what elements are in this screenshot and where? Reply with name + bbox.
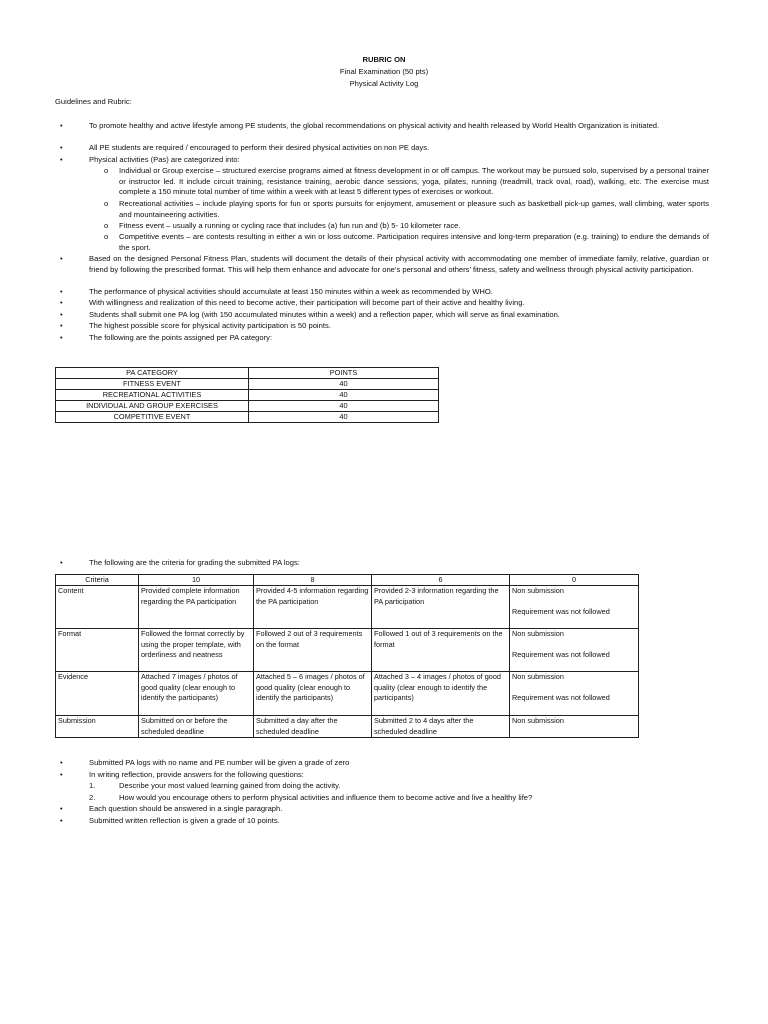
bullet-icon: • — [60, 558, 63, 567]
table-cell: Followed 2 out of 3 requirements on the format — [254, 629, 372, 672]
table-cell: Submitted 2 to 4 days after the scheduled deadline — [372, 716, 510, 738]
table-header-row — [56, 368, 439, 379]
question-text: Describe your most valued learning gained from doing the activity. — [119, 781, 341, 790]
sub-item-text: Recreational activities – include playing sports for fun or sports pursuits for enjoyment, amusement or pleasure such as basketball pick-up games, wall climbing, water sports and mountaineering activities. — [119, 199, 709, 219]
column-header: 6 — [372, 575, 510, 586]
table-cell: INDIVIDUAL AND GROUP EXERCISES — [56, 401, 249, 412]
table-cell: Attached 7 images / photos of good quality (clear enough to identify the participants) — [139, 672, 254, 716]
table-cell: Attached 5 – 6 images / photos of good quality (clear enough to identify the participants) — [254, 672, 372, 716]
sub-bullet-icon: o — [104, 199, 109, 208]
table-cell: 40 — [249, 412, 439, 423]
doc-subtitle-2: Physical Activity Log — [349, 79, 419, 88]
cell-line: Non submission — [512, 629, 564, 639]
bullet-icon: • — [60, 310, 63, 319]
bullet-icon: • — [60, 143, 63, 152]
table-cell: Content — [56, 586, 139, 629]
table-cell: Non submission — [510, 716, 639, 738]
column-header: 10 — [139, 575, 254, 586]
bullet-icon: • — [60, 770, 63, 779]
bullet-text: Submitted written reflection is given a grade of 10 points. — [89, 816, 280, 825]
table-cell: Provided 4-5 information regarding the PA participation — [254, 586, 372, 629]
criteria-table — [55, 574, 639, 738]
table-row — [56, 629, 639, 672]
bullet-text: All PE students are required / encouraged to perform their desired physical activities on non PE days. — [89, 143, 430, 152]
cell-line: Requirement was not followed — [512, 692, 610, 702]
bullet-text: Students shall submit one PA log (with 150 accumulated minutes within a week) and a reflection paper, which will serve as final examination. — [89, 310, 560, 319]
cell-line: Requirement was not followed — [512, 649, 610, 659]
table-cell: Submission — [56, 716, 139, 738]
question-text: How would you encourage others to perform physical activities and influence them to become active and live a healthy life? — [119, 793, 533, 802]
bullet-text: With willingness and realization of this need to become active, their participation will become part of their active and healthy living. — [89, 298, 525, 307]
table-row — [56, 672, 639, 716]
cell-line: Non submission — [512, 586, 564, 596]
table-row — [56, 586, 639, 629]
table-cell: Format — [56, 629, 139, 672]
table-cell — [510, 672, 639, 716]
bullet-icon: • — [60, 804, 63, 813]
column-header: 0 — [510, 575, 639, 586]
bullet-icon: • — [60, 333, 63, 342]
table-row — [56, 716, 639, 738]
table-cell: Evidence — [56, 672, 139, 716]
table-cell: Provided 2-3 information regarding the PA participation — [372, 586, 510, 629]
column-header: POINTS — [249, 368, 439, 379]
cell-line: Requirement was not followed — [512, 606, 610, 616]
table-cell: COMPETITIVE EVENT — [56, 412, 249, 423]
table-cell: Followed 1 out of 3 requirements on the format — [372, 629, 510, 672]
column-header: Criteria — [56, 575, 139, 586]
bullet-text: The following are the criteria for grading the submitted PA logs: — [89, 558, 300, 567]
bullet-icon: • — [60, 298, 63, 307]
table-row — [56, 379, 439, 390]
bullet-text: The performance of physical activities should accumulate at least 150 minutes within a week as recommended by WHO. — [89, 287, 493, 296]
pa-points-table — [55, 367, 439, 423]
cell-line: Non submission — [512, 672, 564, 682]
bullet-text: To promote healthy and active lifestyle among PE students, the global recommendations on physical activity and health released by World Health Organization is initiated. — [89, 121, 660, 130]
table-row — [56, 401, 439, 412]
bullet-icon: • — [60, 758, 63, 767]
table-cell: Attached 3 – 4 images / photos of good quality (clear enough to identify the participants) — [372, 672, 510, 716]
bullet-text: Physical activities (Pas) are categorized into: — [89, 155, 240, 164]
table-cell: 40 — [249, 390, 439, 401]
bullet-text: Submitted PA logs with no name and PE number will be given a grade of zero — [89, 758, 350, 767]
sub-item-text: Competitive events – are contests resulting in either a win or loss outcome. Participation requires intensive and long-term preparation (e.g. training) to endure the demands of the sport. — [119, 232, 709, 252]
doc-title: RUBRIC ON — [362, 55, 406, 64]
bullet-icon: • — [60, 155, 63, 164]
table-header-row — [56, 575, 639, 586]
table-cell: RECREATIONAL ACTIVITIES — [56, 390, 249, 401]
table-cell: Submitted on or before the scheduled deadline — [139, 716, 254, 738]
doc-subtitle: Final Examination (50 pts) — [339, 67, 429, 76]
sub-bullet-icon: o — [104, 221, 109, 230]
table-cell: Followed the format correctly by using the proper template, with orderliness and neatness — [139, 629, 254, 672]
table-cell: FITNESS EVENT — [56, 379, 249, 390]
table-cell: 40 — [249, 401, 439, 412]
question-number: 1. — [89, 781, 96, 790]
question-number: 2. — [89, 793, 96, 802]
bullet-text: The following are the points assigned per PA category: — [89, 333, 273, 342]
sub-bullet-icon: o — [104, 166, 109, 175]
table-cell: Submitted a day after the scheduled deadline — [254, 716, 372, 738]
title-block — [0, 54, 768, 90]
bullet-text: Based on the designed Personal Fitness Plan, students will document the details of their physical activity with accommodating one member of immediate family, relative, guardian or friend by following the prescribed format. This will help them enhance and advocate for one’s personal and others’ fitness, safety and wellness through physical activity participation. — [89, 254, 709, 274]
table-cell: 40 — [249, 379, 439, 390]
bullet-text: Each question should be answered in a single paragraph. — [89, 804, 283, 813]
bullet-icon: • — [60, 254, 63, 263]
table-row — [56, 412, 439, 423]
bullet-icon: • — [60, 321, 63, 330]
table-row — [56, 390, 439, 401]
bullet-text: In writing reflection, provide answers for the following questions: — [89, 770, 304, 779]
bullet-text: The highest possible score for physical activity participation is 50 points. — [89, 321, 331, 330]
bullet-icon: • — [60, 121, 63, 130]
bullet-icon: • — [60, 287, 63, 296]
guidelines-heading: Guidelines and Rubric: — [55, 97, 132, 106]
sub-item-text: Individual or Group exercise – structured exercise programs aimed at fitness development in or off campus. The workout may be pursued solo, supervised by a personal trainer or instructor led. It include circuit training, resistance training, aerobic dance sessions, yoga, pilates, running (treadmill, track oval, road), walking, etc. The exercise must complete a 150 minute total number of time within a week with at least 5 different types of exercises or workout. — [119, 166, 709, 197]
column-header: PA CATEGORY — [56, 368, 249, 379]
column-header: 8 — [254, 575, 372, 586]
table-cell — [510, 586, 639, 629]
bullet-icon: • — [60, 816, 63, 825]
sub-item-text: Fitness event – usually a running or cycling race that includes (a) fun run and (b) 5- 10 kilometer race. — [119, 221, 461, 230]
table-cell: Provided complete information regarding the PA participation — [139, 586, 254, 629]
sub-bullet-icon: o — [104, 232, 109, 241]
table-cell — [510, 629, 639, 672]
